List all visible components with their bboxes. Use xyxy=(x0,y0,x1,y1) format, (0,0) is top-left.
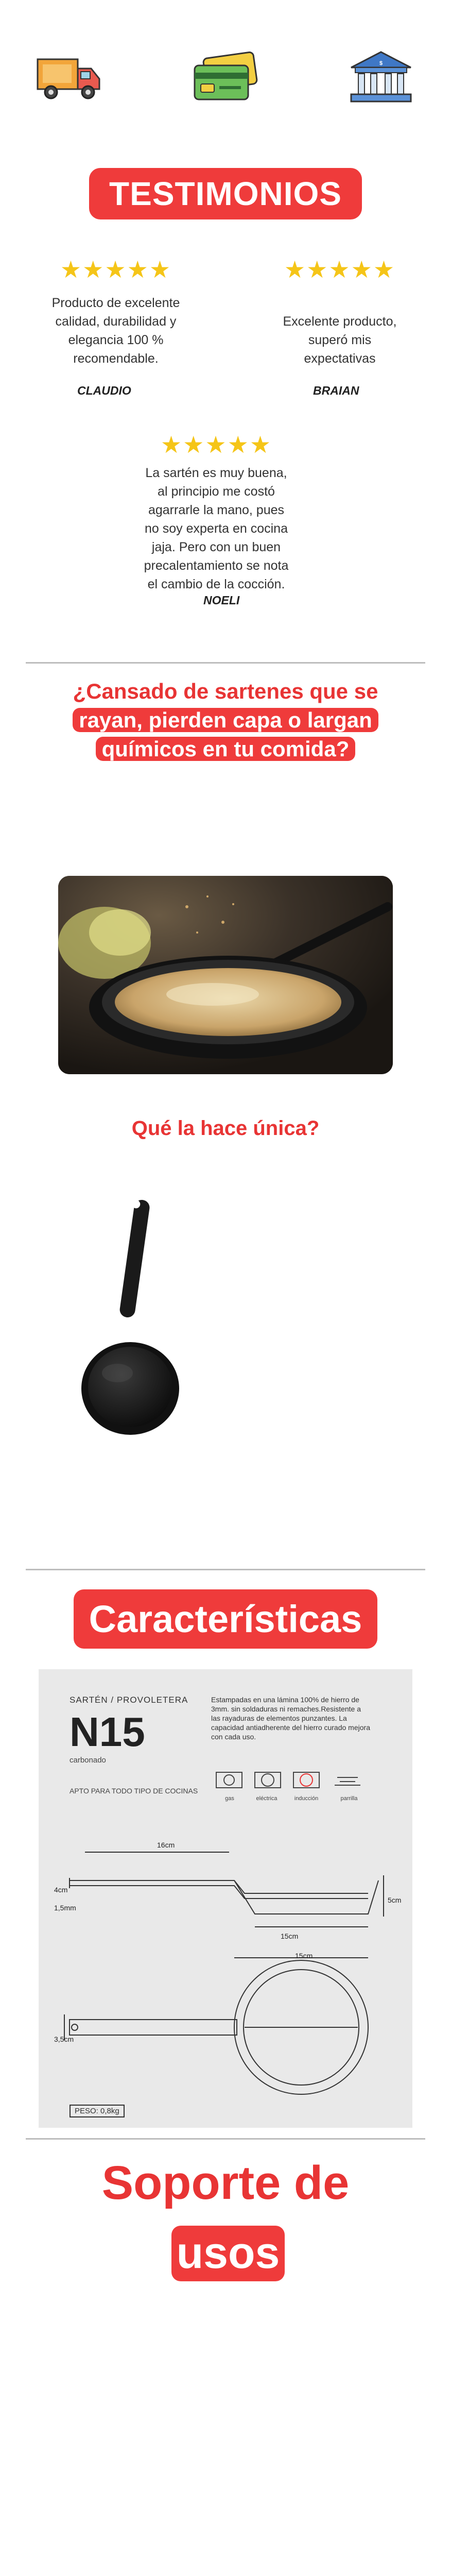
dim-handle-width: 3,5cm xyxy=(54,2035,74,2043)
pan-top-drawing xyxy=(59,1953,392,2102)
pan-image xyxy=(76,1195,195,1437)
spec-weight: PESO: 0,8kg xyxy=(70,2105,125,2117)
spec-apto: APTO PARA TODO TIPO DE COCINAS xyxy=(70,1787,198,1795)
dim-diameter: 15cm xyxy=(295,1952,313,1960)
stove-icons xyxy=(211,1767,371,1808)
stove-grill: parrilla xyxy=(340,1795,358,1802)
uses-heading-line2: usos xyxy=(171,2226,285,2281)
stove-electric: eléctrica xyxy=(256,1795,277,1802)
spec-description: Estampadas en una lámina 100% de hierro de 3mm. sin soldaduras ni remaches.Resistente a las rayaduras de elementos punzantes. La capacidad antiadherente del hierro curado mejora con cada uso. xyxy=(211,1696,370,1741)
credit-card-icon xyxy=(189,49,262,106)
rating-stars: ★★★★★ xyxy=(60,256,172,283)
testimonials-title: TESTIMONIOS xyxy=(89,168,362,219)
spec-card xyxy=(39,1669,412,2128)
testimonial-card xyxy=(273,258,407,368)
testimonial-text: Producto de excelente calidad, durabilidad y elegancia 100 % recomendable. xyxy=(51,296,180,366)
testimonial-text: Excelente producto, superó mis expectativas xyxy=(283,314,397,366)
bank-icon xyxy=(345,49,417,106)
rating-stars: ★★★★★ xyxy=(284,256,396,283)
section-divider xyxy=(26,2138,425,2140)
testimonial-author: BRAIAN xyxy=(313,384,359,397)
dim-thickness: 1,5mm xyxy=(54,1904,76,1912)
unique-heading: Qué la hace única? xyxy=(131,1117,320,1140)
spec-model: N15 xyxy=(70,1709,145,1755)
testimonial-author: NOELI xyxy=(203,594,240,607)
uses-heading-line1: Soporte de xyxy=(101,2157,350,2209)
testimonial-text: La sartén es muy buena, al principio me costó agarrarle la mano, pues no soy experta en cocina jaja. Pero con un buen precalentamiento se nota el cambio de la cocción. xyxy=(144,466,289,591)
dim-handle-length: 16cm xyxy=(157,1841,175,1849)
svg-text:$: $ xyxy=(379,60,383,66)
rating-stars: ★★★★★ xyxy=(160,431,272,458)
stove-gas: gas xyxy=(225,1795,234,1802)
cooking-photo xyxy=(58,876,393,1074)
testimonial-author: CLAUDIO xyxy=(77,384,131,397)
truck-icon xyxy=(33,49,106,106)
section-divider xyxy=(26,1569,425,1570)
section-divider xyxy=(26,662,425,664)
pain-heading-line2: rayan, pierden capa o largan xyxy=(73,708,378,732)
testimonial-card xyxy=(142,433,291,594)
dim-height: 5cm xyxy=(388,1896,402,1904)
features-title: Características xyxy=(74,1589,377,1649)
stove-induction: inducción xyxy=(294,1795,319,1802)
dim-base: 15cm xyxy=(281,1932,299,1940)
spec-subtitle: carbonado xyxy=(70,1756,106,1765)
dim-handle-height: 4cm xyxy=(54,1886,68,1894)
testimonial-card xyxy=(49,258,183,368)
pan-side-drawing xyxy=(59,1824,392,1937)
pain-heading-line3: químicos en tu comida? xyxy=(96,737,356,761)
pain-heading-line1: ¿Cansado de sartenes que se xyxy=(73,679,378,703)
spec-type: SARTÉN / PROVOLETERA xyxy=(70,1695,188,1705)
